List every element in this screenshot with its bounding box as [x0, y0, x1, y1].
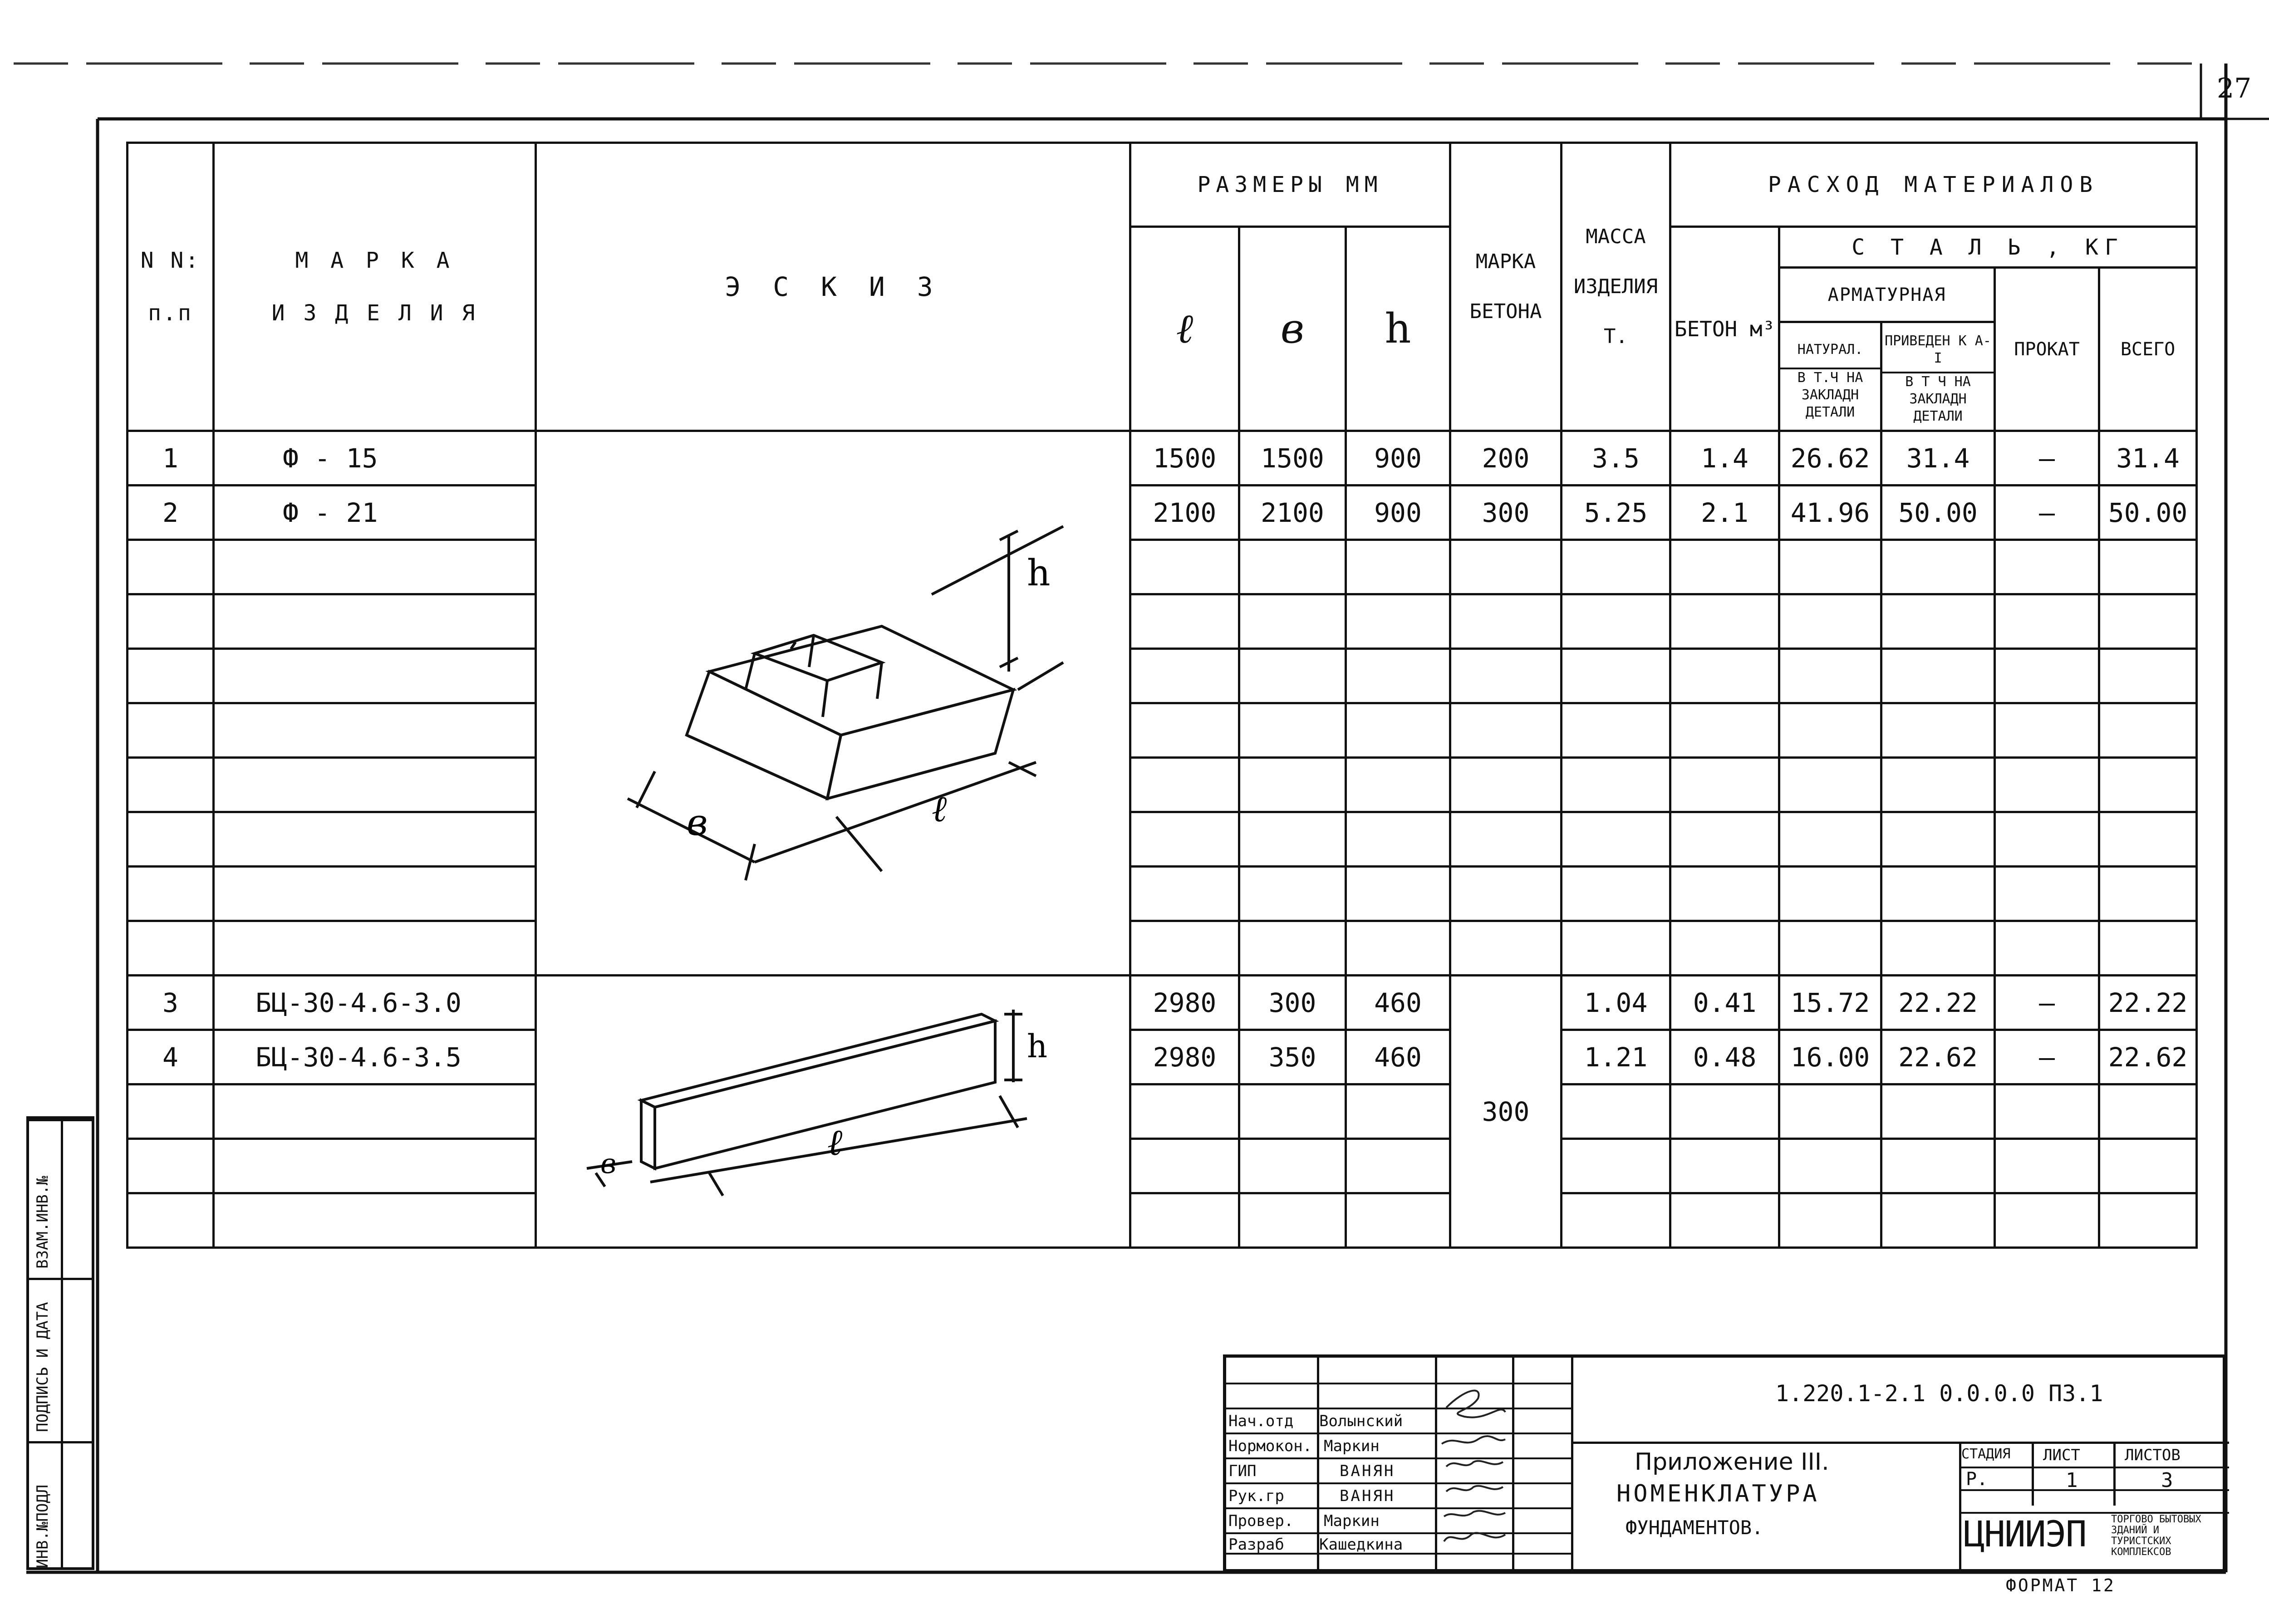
num-header: N N: п.п	[128, 143, 214, 431]
stamp-title-2: НОМЕНКЛАТУРА	[1616, 1480, 1820, 1507]
rolled-header: ПРОКАТ	[1995, 268, 2099, 431]
stage-value: Р.	[1966, 1469, 1988, 1490]
grade-merged: 300	[1450, 976, 1562, 1248]
natural-header: НАТУРАЛ. В Т.Ч НА ЗАКЛАДН ДЕТАЛИ	[1779, 322, 1881, 431]
sheet-value: 1	[2066, 1469, 2078, 1492]
table-row	[128, 921, 2197, 976]
side-stamp	[26, 1116, 94, 1570]
block-sketch	[537, 978, 1127, 1246]
signatures	[1437, 1385, 1512, 1553]
table-row	[128, 812, 2197, 867]
stamp-title-3: ФУНДАМЕНТОВ.	[1626, 1516, 1763, 1539]
org-subtitle: ТОРГОВО БЫТОВЫХ ЗДАНИЙ И ТУРИСТСКИХ КОМПЛЕКСОВ	[2111, 1514, 2201, 1558]
table-row	[128, 703, 2197, 758]
table-row: 4 БЦ-30-4.6-3.5 2980 350 460 1.21 0.48 16.00 22.62 – 22.62	[128, 1030, 2197, 1084]
table-row	[128, 594, 2197, 649]
sheet-number: 27	[2217, 73, 2252, 104]
svg-text:ℓ: ℓ	[932, 787, 947, 830]
format-label: ФОРМАТ 12	[2006, 1575, 2116, 1595]
sheet-label: ЛИСТ	[2043, 1446, 2080, 1464]
svg-text:ℓ: ℓ	[827, 1121, 843, 1163]
steel-header: С Т А Л Ь , КГ	[1779, 227, 2197, 268]
table-row: 1 Ф - 15 h в ℓ 1500 1500 900 200 3.5 1.4 26.62 31.4 – 31.4	[128, 431, 2197, 486]
table-row: 2 Ф - 21 2100 2100 900 300 5.25 2.1 41.96 50.00 – 50.00	[128, 486, 2197, 540]
document-code: 1.220.1-2.1 0.0.0.0 ПЗ.1	[1775, 1380, 2103, 1407]
replaced-inv-label: ВЗАМ.ИНВ.№	[34, 1176, 52, 1269]
sizes-header: РАЗМЕРЫ ММ	[1130, 143, 1450, 227]
svg-text:в: в	[600, 1148, 616, 1180]
table-row	[128, 1084, 2197, 1139]
stamp-title-1: Приложение III.	[1635, 1448, 1829, 1476]
table-row	[128, 758, 2197, 812]
sheets-value: 3	[2161, 1469, 2173, 1492]
stage-label: СТАДИЯ	[1961, 1446, 2011, 1462]
table-row	[128, 1193, 2197, 1248]
title-block: 1.220.1-2.1 0.0.0.0 ПЗ.1 Приложение III. НОМЕНКЛАТУРА ФУНДАМЕНТОВ. Нач.отд Нормокон. ГИП Рук.гр Провер. Разраб Волынский Маркин ВАНЯН ВАНЯН Маркин Кашедкина СТАДИЯ ЛИСТ ЛИСТОВ Р. 1 3 ЦНИИЭП ТОРГОВО БЫТОВЫХ ЗДАНИЙ И ТУРИСТСКИХ КОМПЛЕКСОВ	[1223, 1354, 2226, 1572]
svg-text:h: h	[1027, 551, 1051, 594]
rebar-header: АРМАТУРНАЯ	[1779, 268, 1995, 322]
table-row	[128, 649, 2197, 703]
inv-number-label: ИНВ.№ПОДЛ	[34, 1484, 52, 1568]
materials-header: РАСХОД МАТЕРИАЛОВ	[1670, 143, 2197, 227]
foundation-sketch-cell	[536, 431, 1130, 976]
nomenclature-table	[126, 142, 2198, 1249]
sketch-header: Э С К И З	[536, 143, 1130, 431]
reduced-header: ПРИВЕДЕН К А-I В Т Ч НА ЗАКЛАДН ДЕТАЛИ	[1881, 322, 1995, 431]
org-logo: ЦНИИЭП	[1964, 1514, 2086, 1555]
table-row	[128, 1139, 2197, 1193]
grade-header: МАРКА БЕТОНА	[1450, 143, 1562, 431]
svg-text:h: h	[1027, 1027, 1048, 1065]
block-sketch-cell	[536, 976, 1130, 1248]
foundation-sketch	[537, 436, 1127, 971]
b-header: в	[1239, 227, 1346, 431]
h-header: h	[1346, 227, 1450, 431]
mass-header: МАССА ИЗДЕЛИЯ Т.	[1562, 143, 1670, 431]
l-header: ℓ	[1130, 227, 1239, 431]
table-row: 3 БЦ-30-4.6-3.0 h в ℓ 2980 300 460 300 1.04 0.41 15.72 22.22 – 22.22	[128, 976, 2197, 1030]
signature-date-label: ПОДПИСЬ И ДАТА	[34, 1302, 52, 1432]
svg-text:в: в	[687, 801, 708, 844]
concrete-header: БЕТОН м³	[1670, 227, 1779, 431]
table-row	[128, 540, 2197, 594]
sheets-label: ЛИСТОВ	[2125, 1446, 2181, 1464]
total-header: ВСЕГО	[2099, 268, 2197, 431]
table-row	[128, 867, 2197, 921]
mark-header: М А Р К А И З Д Е Л И Я	[214, 143, 536, 431]
